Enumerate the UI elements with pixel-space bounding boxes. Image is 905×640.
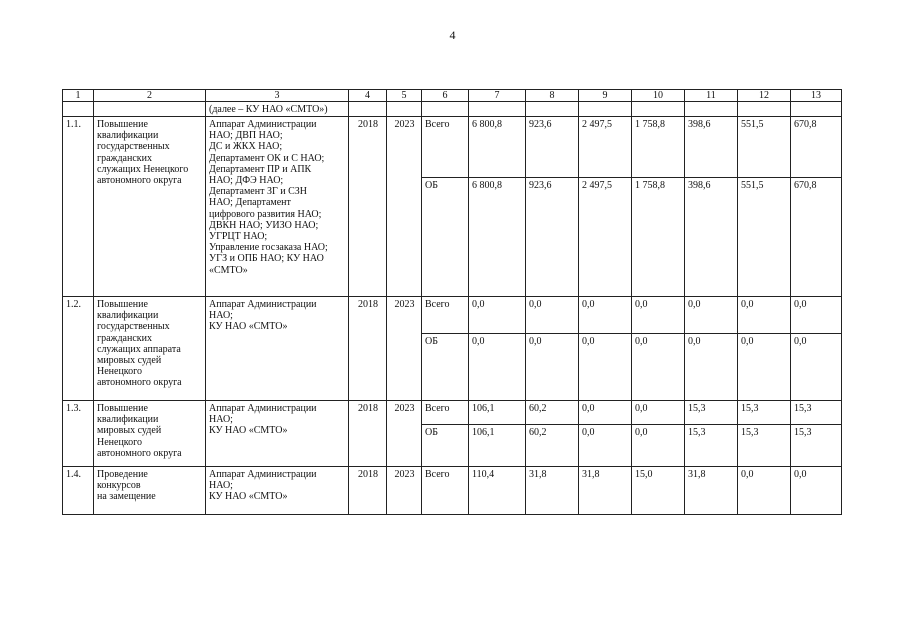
text-line: Департамент ЗГ и СЗН [209,186,308,198]
funding-value: 551,5 [738,117,791,178]
text-line: КУ НАО «СМТО» [209,425,288,437]
funding-value: 15,3 [791,425,842,467]
item-name [94,297,206,401]
start-year: 2018 [349,401,387,467]
funding-value: 106,1 [469,401,526,425]
funding-value: 6 800,8 [469,117,526,178]
text-line: гражданских [97,332,152,344]
text-line: цифрового развития НАО; [209,208,322,220]
table-row [63,401,842,425]
start-year: 2018 [349,117,387,297]
text-line: Аппарат Администрации [209,469,317,480]
end-year: 2023 [387,297,422,401]
text-line: КУ НАО «СМТО» [209,321,288,333]
funding-value: 0,0 [791,297,842,334]
item-executors [206,297,349,401]
text-line: государственных [97,321,170,333]
funding-value: 0,0 [579,401,632,425]
funding-value: 923,6 [526,117,579,178]
text-line: НАО; [209,310,233,322]
item-executors [206,467,349,515]
text-line: автономного округа [97,377,182,389]
funding-value: 0,0 [526,334,579,401]
table-row [63,117,842,178]
empty-cell [63,102,94,117]
funding-value: 670,8 [791,178,842,297]
text-line: НАО; ДФЭ НАО; [209,175,284,187]
funding-value: 15,0 [632,467,685,515]
funding-source: ОБ [422,425,469,467]
funding-value: 0,0 [469,297,526,334]
item-name [94,117,206,297]
text-line: Повышение [97,403,148,414]
text-line: ДВКН НАО; УИЗО НАО; [209,219,319,231]
table-body [63,90,842,515]
text-line: автономного округа [97,175,182,187]
text-line: «СМТО» [209,264,248,276]
item-name [94,467,206,515]
text-line: Департамент ОК и С НАО; [209,152,325,164]
text-line: Управление госзаказа НАО; [209,242,328,254]
end-year: 2023 [387,401,422,467]
funding-value: 15,3 [791,401,842,425]
text-line: мировых судей [97,355,162,367]
item-number: 1.1. [63,117,94,297]
funding-value: 0,0 [632,297,685,334]
funding-source: ОБ [422,178,469,297]
text-line: государственных [97,141,170,153]
text-line: КУ НАО «СМТО» [209,491,288,503]
funding-value: 0,0 [685,297,738,334]
funding-value: 15,3 [685,425,738,467]
funding-value: 0,0 [579,425,632,467]
text-line: Аппарат Администрации [209,299,317,310]
column-number-header: 3 [206,90,349,102]
column-number-header: 10 [632,90,685,102]
funding-source: Всего [422,401,469,425]
continuation-text: (далее – КУ НАО «СМТО») [206,102,349,117]
text-line: УГРЦТ НАО; [209,231,268,243]
continuation-row [63,102,842,117]
text-line: мировых судей [97,425,162,437]
column-number-header: 12 [738,90,791,102]
funding-value: 110,4 [469,467,526,515]
text-line: Аппарат Администрации [209,119,317,130]
item-number: 1.4. [63,467,94,515]
text-line: УГЗ и ОПБ НАО; КУ НАО [209,253,324,265]
text-line: автономного округа [97,447,182,459]
funding-value: 0,0 [738,467,791,515]
funding-value: 670,8 [791,117,842,178]
program-table [62,89,842,515]
funding-value: 1 758,8 [632,117,685,178]
text-line: служащих Ненецкого [97,163,189,175]
start-year: 2018 [349,297,387,401]
text-line: НАО; [209,480,233,492]
column-number-header: 2 [94,90,206,102]
table-row [63,297,842,334]
text-line: Ненецкого [97,436,143,448]
text-line: на замещение [97,491,156,503]
text-line: Ненецкого [97,366,143,378]
empty-cell [94,102,206,117]
text-line: ДС и ЖКХ НАО; [209,141,283,153]
page-number: 4 [449,28,456,42]
funding-value: 60,2 [526,425,579,467]
funding-value: 0,0 [579,334,632,401]
text-line: НАО; ДВП НАО; [209,130,283,142]
text-line: Повышение [97,119,148,130]
item-number: 1.3. [63,401,94,467]
end-year: 2023 [387,117,422,297]
funding-value: 15,3 [738,401,791,425]
text-line: Департамент ПР и АПК [209,163,312,175]
text-line: гражданских [97,152,152,164]
column-number-header: 11 [685,90,738,102]
funding-value: 0,0 [791,467,842,515]
funding-source: Всего [422,117,469,178]
funding-value: 2 497,5 [579,178,632,297]
text-line: Аппарат Администрации [209,403,317,414]
funding-source: ОБ [422,334,469,401]
table-row [63,467,842,515]
funding-value: 31,8 [579,467,632,515]
funding-value: 0,0 [469,334,526,401]
item-executors [206,117,349,297]
funding-value: 0,0 [579,297,632,334]
text-line: Повышение [97,299,148,310]
funding-value: 398,6 [685,178,738,297]
funding-value: 106,1 [469,425,526,467]
item-name [94,401,206,467]
funding-value: 398,6 [685,117,738,178]
text-line: квалификации [97,310,159,322]
text-line: Проведение [97,469,148,480]
funding-value: 551,5 [738,178,791,297]
text-line: НАО; [209,414,233,426]
text-line: конкурсов [97,480,141,492]
funding-value: 1 758,8 [632,178,685,297]
funding-value: 923,6 [526,178,579,297]
column-number-header: 7 [469,90,526,102]
funding-value: 0,0 [526,297,579,334]
funding-source: Всего [422,297,469,334]
funding-value: 0,0 [685,334,738,401]
funding-value: 2 497,5 [579,117,632,178]
text-line: служащих аппарата [97,343,181,355]
funding-value: 0,0 [738,334,791,401]
item-number: 1.2. [63,297,94,401]
funding-value: 15,3 [738,425,791,467]
funding-value: 0,0 [632,401,685,425]
funding-value: 31,8 [526,467,579,515]
funding-value: 60,2 [526,401,579,425]
column-number-header: 13 [791,90,842,102]
funding-value: 0,0 [632,334,685,401]
column-number-row [63,90,842,102]
funding-value: 15,3 [685,401,738,425]
text-line: НАО; Департамент [209,197,291,209]
end-year: 2023 [387,467,422,515]
text-line: квалификации [97,414,159,426]
column-number-header: 1 [63,90,94,102]
column-number-header: 9 [579,90,632,102]
start-year: 2018 [349,467,387,515]
funding-source: Всего [422,467,469,515]
funding-value: 0,0 [632,425,685,467]
column-number-header: 6 [422,90,469,102]
column-number-header: 5 [387,90,422,102]
funding-value: 0,0 [791,334,842,401]
funding-value: 0,0 [738,297,791,334]
column-number-header: 4 [349,90,387,102]
funding-value: 31,8 [685,467,738,515]
funding-value: 6 800,8 [469,178,526,297]
column-number-header: 8 [526,90,579,102]
item-executors [206,401,349,467]
text-line: квалификации [97,130,159,142]
